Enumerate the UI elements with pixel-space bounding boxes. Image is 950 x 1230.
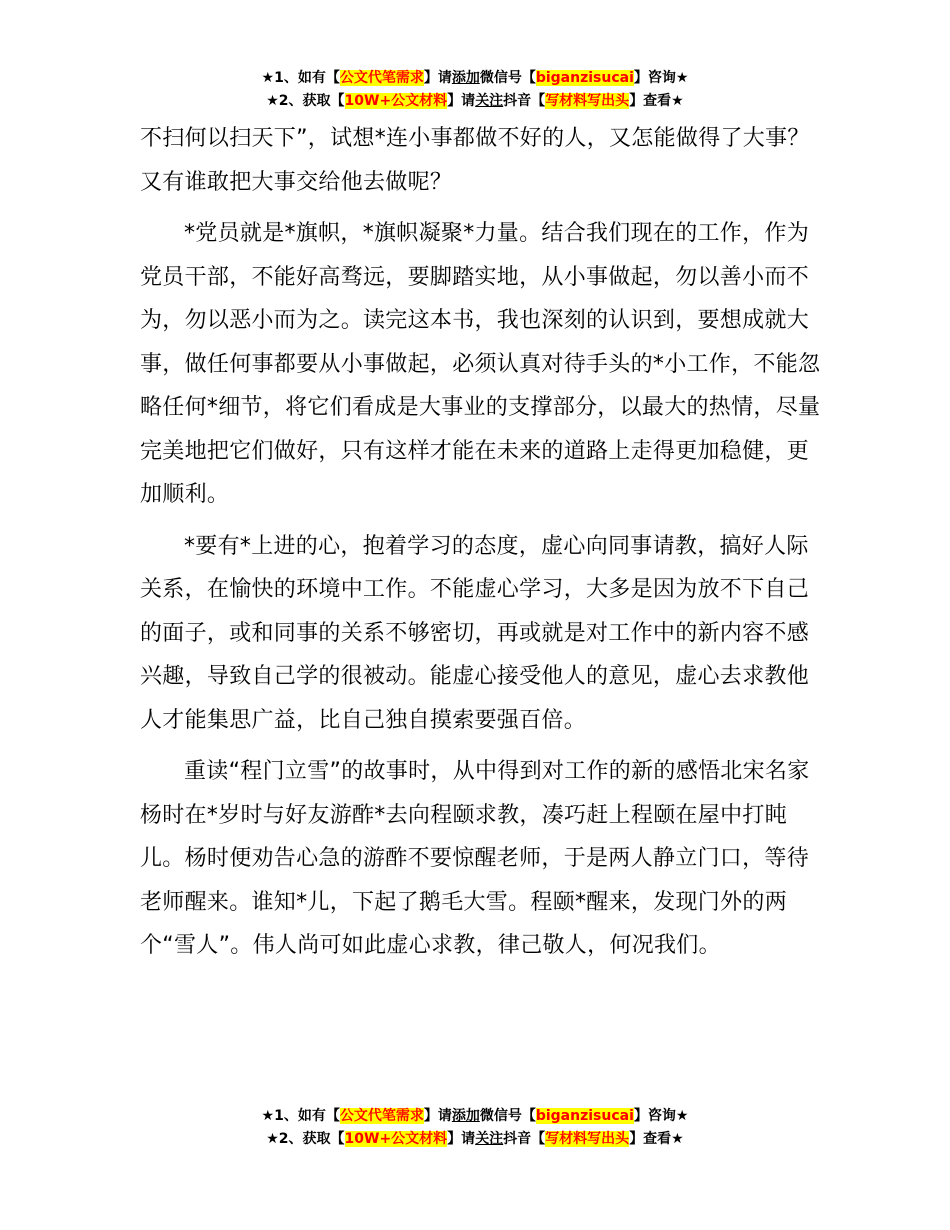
highlight-materials: 10W+公文材料	[344, 1131, 448, 1147]
banner-text: 微信号【	[479, 1108, 536, 1124]
banner-line-2	[0, 90, 950, 113]
banner-line-1	[0, 67, 950, 90]
banner-text: ★2、获取【	[266, 1131, 345, 1147]
banner-text: 】查看★	[629, 93, 684, 109]
underlined-text: 添加	[451, 1108, 480, 1124]
banner-line-1	[0, 1105, 950, 1128]
highlight-wechat-id: biganzisucai	[535, 70, 634, 86]
header-banner	[0, 67, 950, 113]
paragraph-1: 不扫何以扫天下”，试想*连小事都做不好的人，又怎能做得了大事？又有谁敢把大事交给他去做呢？	[140, 126, 810, 195]
banner-text: 】请	[423, 70, 452, 86]
footer-banner	[0, 1105, 950, 1151]
banner-text: ★1、如有【	[261, 1108, 340, 1124]
banner-text: 】请	[423, 1108, 452, 1124]
banner-text: 】咨询★	[633, 70, 689, 86]
highlight-wechat-id: biganzisucai	[535, 1108, 634, 1124]
underlined-text: 关注	[475, 93, 504, 109]
banner-text: 抖音【	[503, 1131, 546, 1147]
banner-text: ★2、获取【	[266, 93, 345, 109]
banner-text: 】查看★	[629, 1131, 684, 1147]
highlight-service: 公文代笔需求	[339, 1108, 424, 1124]
highlight-materials: 10W+公文材料	[344, 93, 448, 109]
banner-text: 微信号【	[479, 70, 536, 86]
highlight-douyin-account: 写材料写出头	[545, 93, 630, 109]
banner-text: ★1、如有【	[261, 70, 340, 86]
banner-text: 】请	[447, 93, 476, 109]
banner-text: 】咨询★	[633, 1108, 689, 1124]
highlight-douyin-account: 写材料写出头	[545, 1131, 630, 1147]
banner-text: 】请	[447, 1131, 476, 1147]
underlined-text: 添加	[451, 70, 480, 86]
banner-line-2	[0, 1128, 950, 1151]
paragraph-3: *要有*上进的心，抱着学习的态度，虚心向同事请教，搞好人际关系，在愉快的环境中工作。不能虚心学习，大多是因为放不下自己的面子，或和同事的关系不够密切，再或就是对工作中的新内容不感兴趣，导致自己学的很被动。能虚心接受他人的意见，虚心去求教他人才能集思广益，比自己独自摸索要强百倍。	[140, 533, 810, 733]
paragraph-2: *党员就是*旗帜，*旗帜凝聚*力量。结合我们现在的工作，作为党员干部，不能好高骛远，要脚踏实地，从小事做起，勿以善小而不为，勿以恶小而为之。读完这本书，我也深刻的认识到，要想成就大事，做任何事都要从小事做起，必须认真对待手头的*小工作，不能忽略任何*细节，将它们看成是大事业的支撑部分，以最大的热情，尽量完美地把它们做好，只有这样才能在未来的道路上走得更加稳健，更加顺利。	[140, 221, 821, 507]
underlined-text: 关注	[475, 1131, 504, 1147]
paragraph-4: 重读“程门立雪”的故事时，从中得到对工作的新的感悟北宋名家杨时在*岁时与好友游酢*去向程颐求教，凑巧赶上程颐在屋中打盹儿。杨时便劝告心急的游酢不要惊醒老师，于是两人静立门口，等待老师醒来。谁知*儿，下起了鹅毛大雪。程颐*醒来，发现门外的两个“雪人”。伟人尚可如此虚心求教，律己敬人，何况我们。	[140, 759, 810, 958]
banner-text: 抖音【	[503, 93, 546, 109]
highlight-service: 公文代笔需求	[339, 70, 424, 86]
document-body	[140, 117, 830, 976]
